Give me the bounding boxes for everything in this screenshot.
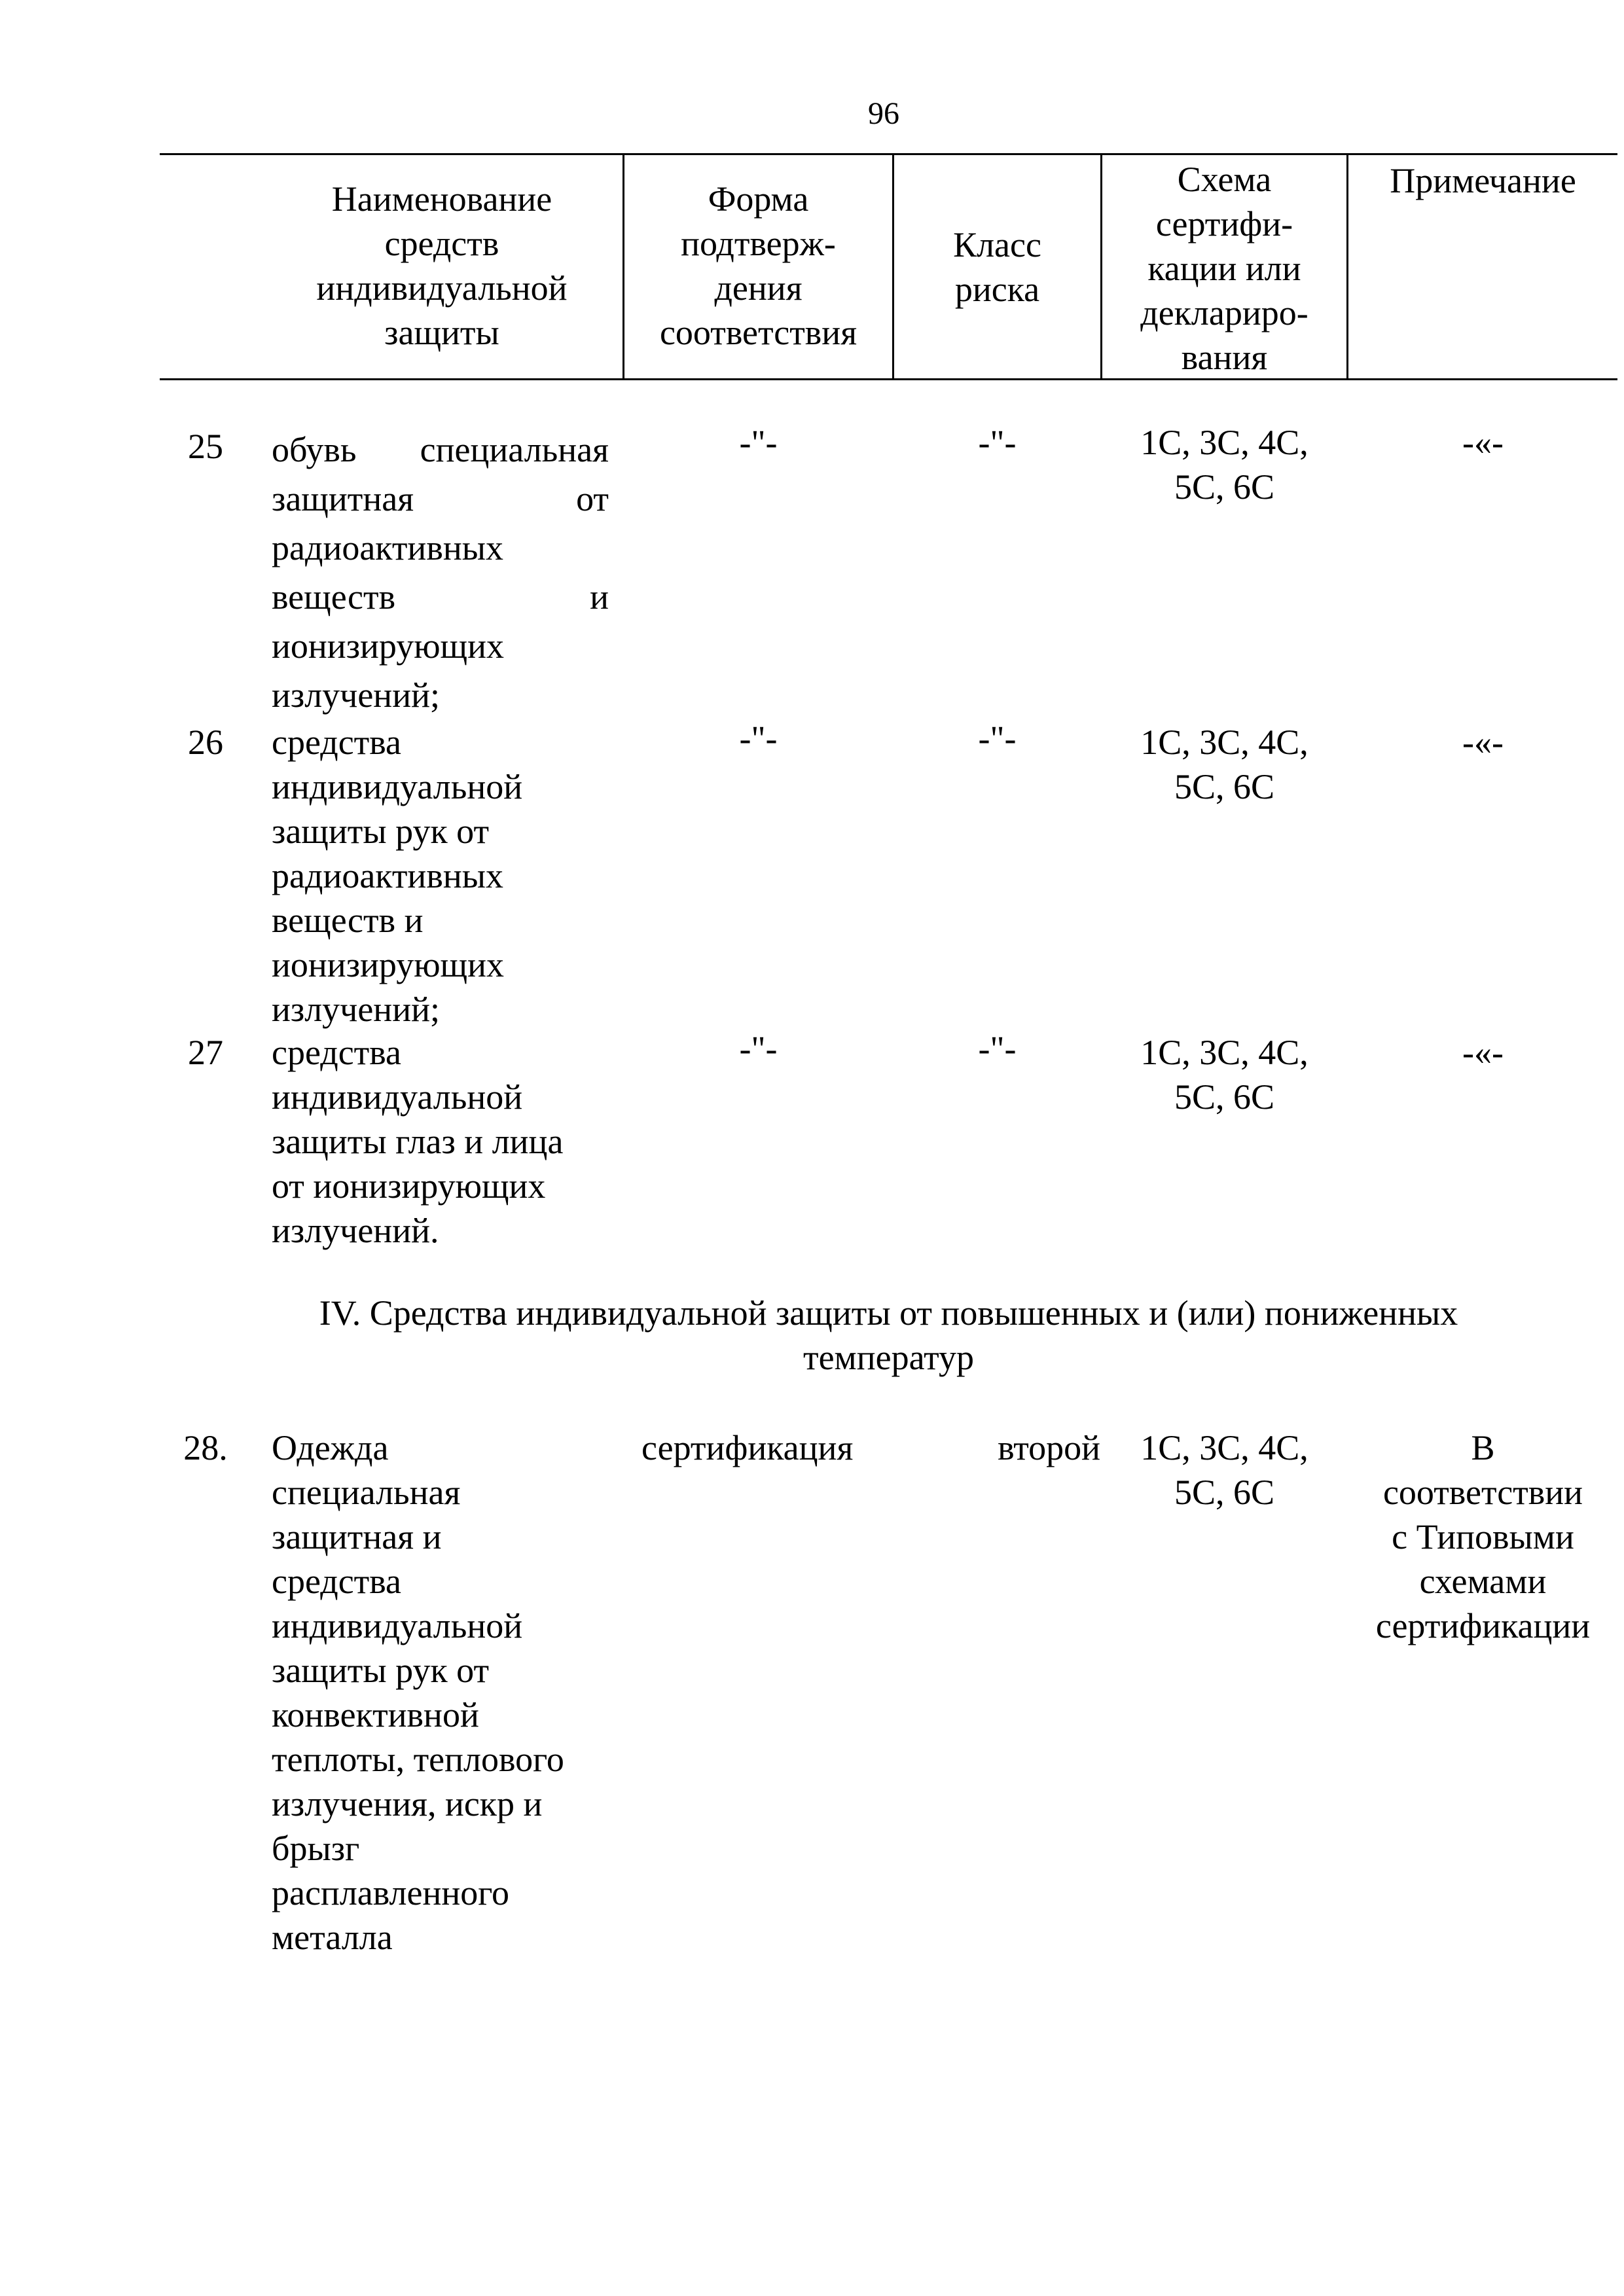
row-note: -«- bbox=[1462, 423, 1504, 462]
row-note: -«- bbox=[1462, 1033, 1504, 1072]
row-risk-class: -"- bbox=[978, 719, 1017, 758]
row-scheme: 1С, 3С, 4С, 5С, 6С bbox=[1140, 423, 1308, 507]
row-scheme: 1С, 3С, 4С, 5С, 6С bbox=[1140, 723, 1308, 806]
header-bottom-rule bbox=[160, 378, 1617, 380]
row-form: -"- bbox=[739, 1029, 778, 1068]
row-name: средства индивидуальной защиты рук от радиоактивных веществ и ионизирующих излучений; bbox=[272, 723, 523, 1029]
header-risk-class: Класс риска bbox=[953, 225, 1041, 309]
row-scheme: 1С, 3С, 4С, 5С, 6С bbox=[1140, 1428, 1308, 1512]
row-number: 25 bbox=[188, 427, 223, 466]
header-name: Наименование средств индивидуальной защиты bbox=[316, 179, 568, 352]
page-number: 96 bbox=[868, 96, 899, 131]
table-top-rule bbox=[160, 153, 1617, 155]
row-number: 27 bbox=[188, 1033, 223, 1072]
row-name: обувь специальная защитная от радиоактивных веществ и ионизирующих излучений; bbox=[272, 430, 609, 715]
row-risk-class: второй bbox=[998, 1428, 1100, 1467]
row-number: 28. bbox=[183, 1428, 228, 1467]
row-form: -"- bbox=[739, 719, 778, 758]
header-scheme: Схема сертифи- кации или деклариро- вания bbox=[1140, 160, 1308, 377]
row-name: Одежда специальная защитная и средства индивидуальной защиты рук от конвективной теплоты, теплового излучения, искр и брызг расплавленного металла bbox=[272, 1428, 564, 1957]
row-note: -«- bbox=[1462, 723, 1504, 762]
header-form: Форма подтверж- дения соответствия bbox=[659, 179, 857, 352]
header-note: Примечание bbox=[1390, 161, 1576, 200]
section-title: IV. Средства индивидуальной защиты от повышенных и (или) пониженных температур bbox=[319, 1293, 1458, 1377]
row-number: 26 bbox=[188, 723, 223, 762]
row-form: сертификация bbox=[641, 1428, 854, 1467]
row-form: -"- bbox=[739, 423, 778, 462]
row-risk-class: -"- bbox=[978, 423, 1017, 462]
row-scheme: 1С, 3С, 4С, 5С, 6С bbox=[1140, 1033, 1308, 1117]
row-note: В соответствии с Типовыми схемами сертификации bbox=[1375, 1428, 1591, 1645]
row-risk-class: -"- bbox=[978, 1029, 1017, 1068]
row-name: средства индивидуальной защиты глаз и лица от ионизирующих излучений. bbox=[272, 1033, 564, 1250]
